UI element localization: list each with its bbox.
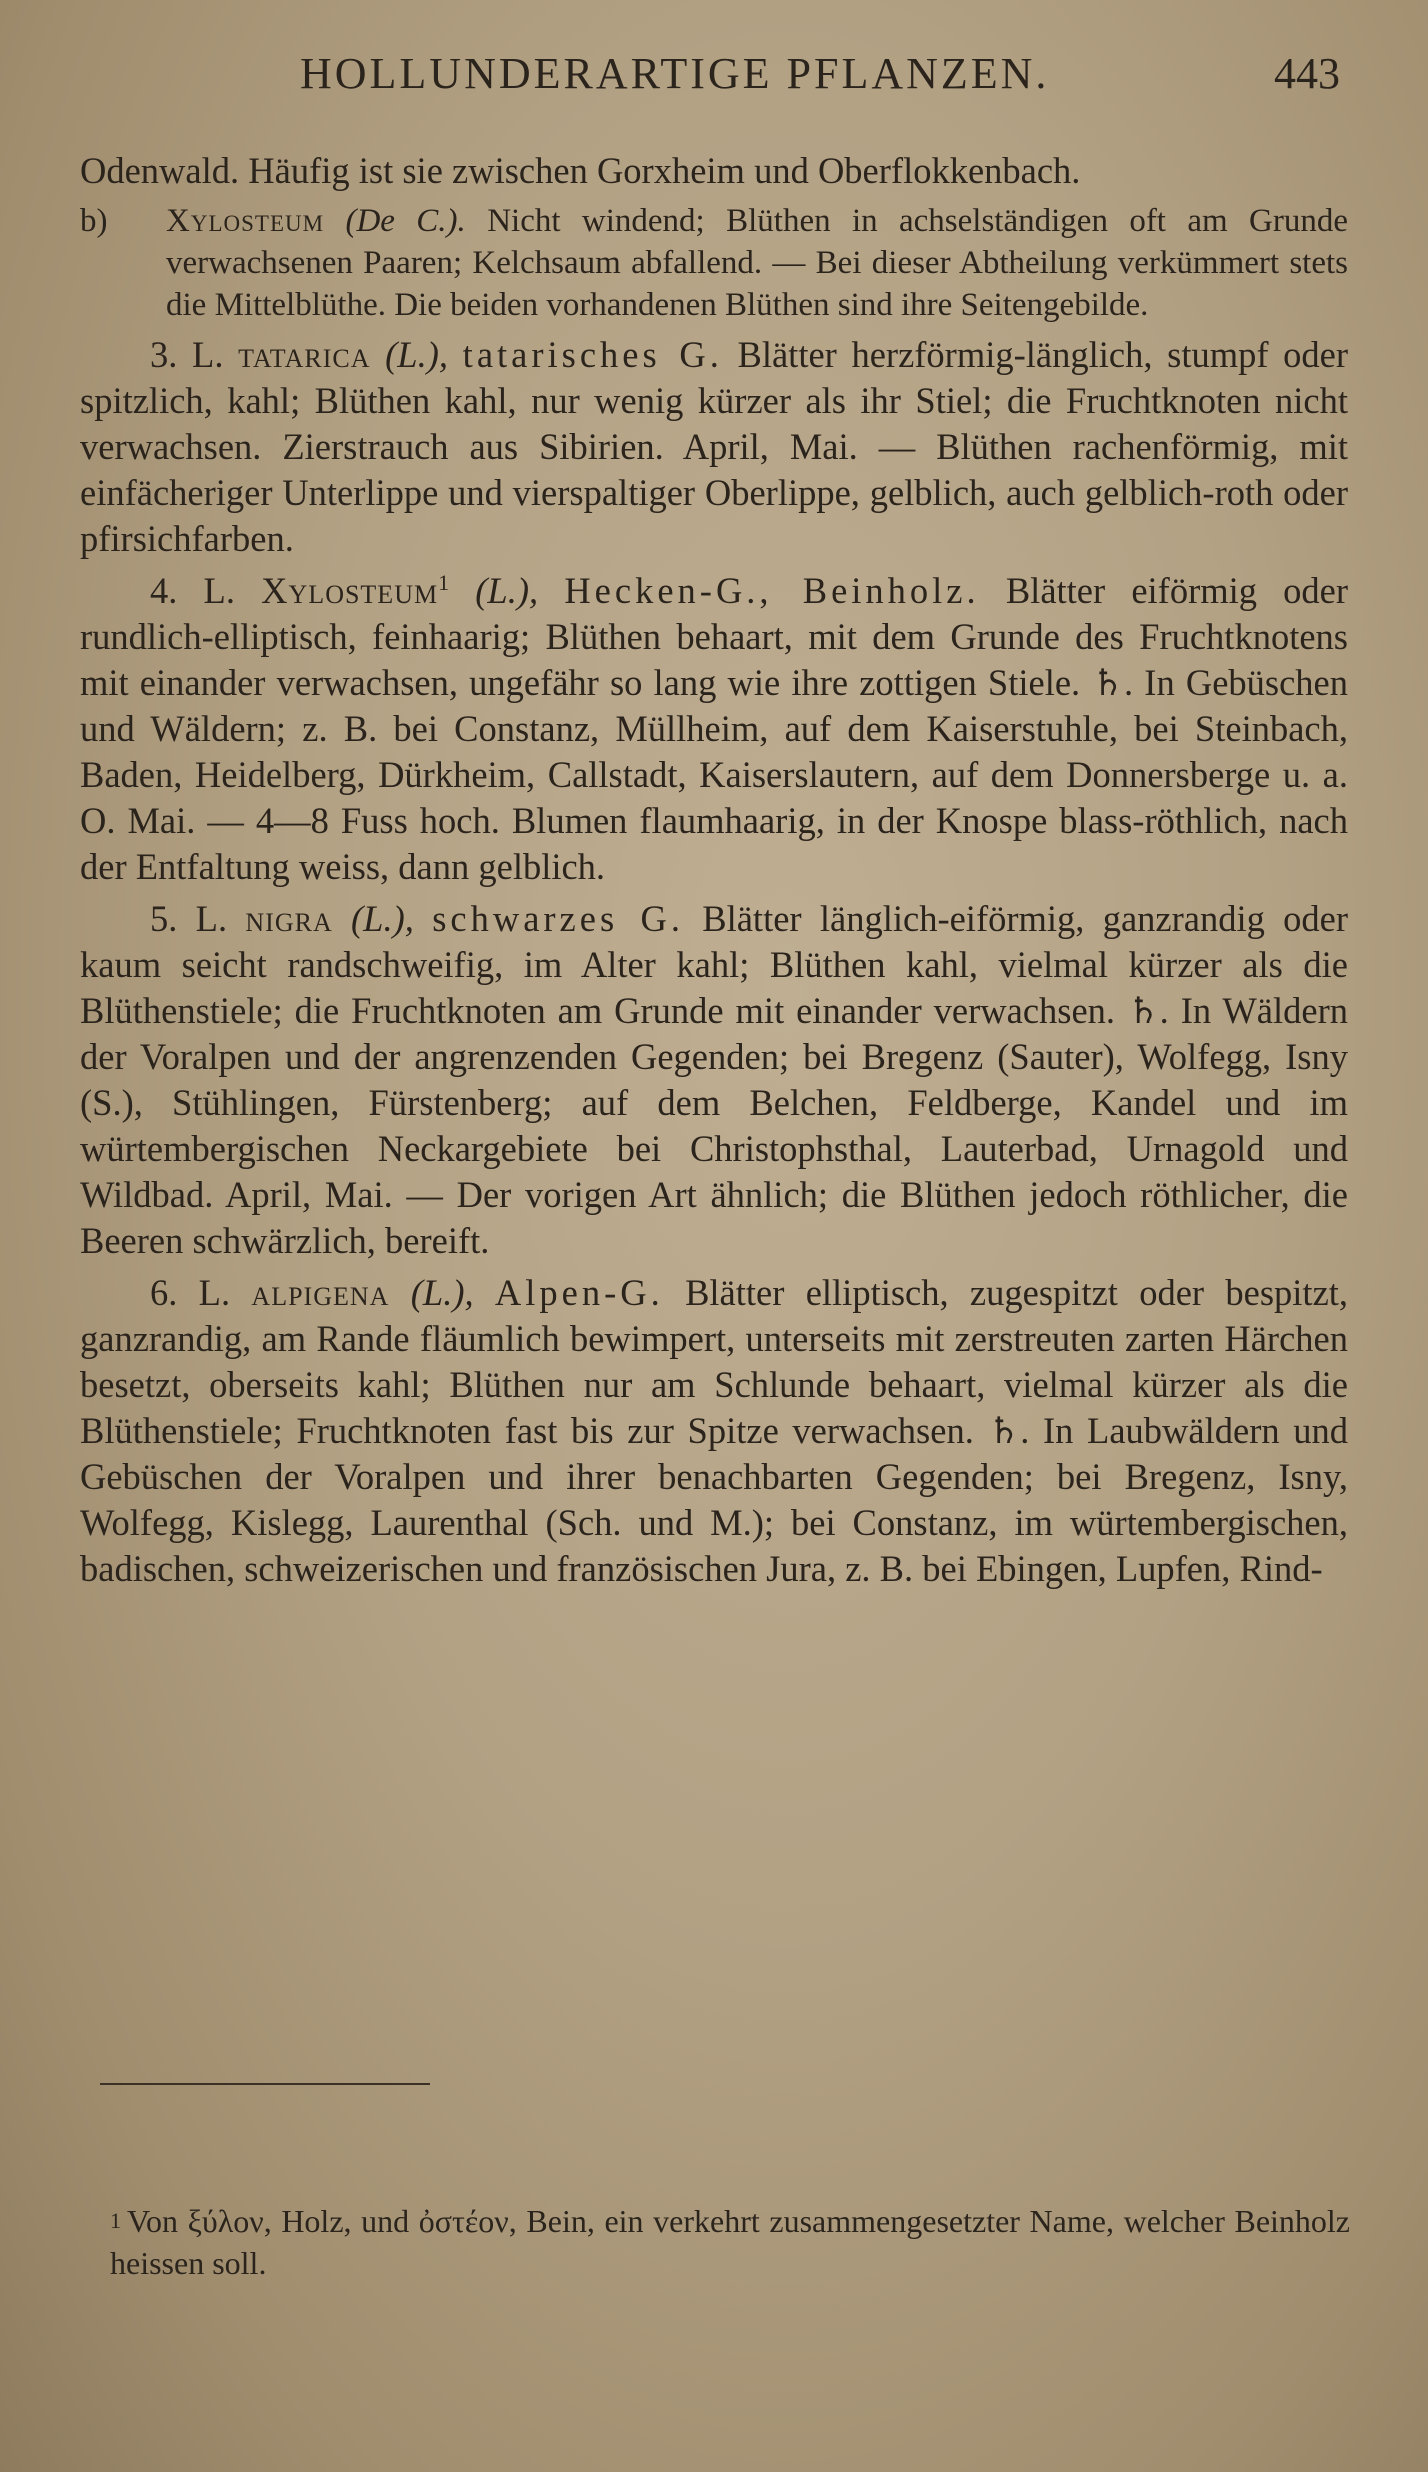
species-common-name: tatarisches G. <box>462 334 723 375</box>
species-entry-5 <box>80 896 1348 1264</box>
running-title: HOLLUNDERARTIGE PFLANZEN. <box>300 49 1050 98</box>
footnote-divider <box>100 2083 430 2085</box>
species-author: (L.), <box>475 570 539 611</box>
species-author: (L.), <box>385 334 449 375</box>
species-number: 6. L. <box>150 1272 231 1313</box>
species-entry-3 <box>80 332 1348 562</box>
species-number: 3. L. <box>150 334 224 375</box>
footnote-reference: 1 <box>438 569 450 595</box>
subsection-label: b) <box>80 203 108 239</box>
page-body <box>80 148 1348 1592</box>
page-number: 443 <box>1274 49 1340 98</box>
species-latin-name: alpigena <box>251 1272 390 1313</box>
species-latin-name: nigra <box>245 898 333 939</box>
page-header <box>260 48 1340 104</box>
species-entry-4 <box>80 568 1348 890</box>
species-author: (L.), <box>351 898 414 939</box>
species-common-name: schwarzes G. <box>432 898 684 939</box>
subsection-author: (De C.). <box>345 203 466 239</box>
species-description: Blätter elliptisch, zugespitzt oder bespitzt, ganzrandig, am Rande fläumlich bewimpert, unterseits mit zerstreuten zarten Härchen besetzt, oberseits kahl; Blüthen nur am Schlunde behaart, vielmal kürzer als die Blüthenstiele; Fruchtknoten fast bis zur Spitze verwachsen. ♄. In Laubwäldern und Gebüschen der Voralpen und ihrer benachbarten Gegenden; bei Bregenz, Isny, Wolfegg, Kislegg, Laurenthal (Sch. und M.); bei Constanz, im würtembergischen, badischen, schweizerischen und französischen Jura, z. B. bei Ebingen, Lupfen, Rind- <box>80 1272 1349 1589</box>
footnote <box>110 2200 1350 2284</box>
species-number: 4. L. <box>150 570 235 611</box>
species-entry-6 <box>80 1270 1348 1592</box>
species-number: 5. L. <box>150 898 228 939</box>
species-latin-name: Xylosteum <box>261 570 439 611</box>
species-latin-name: tatarica <box>238 334 371 375</box>
species-description: Blätter länglich-eiförmig, ganzrandig oder kaum seicht randschweifig, im Alter kahl; Blüthen kahl, vielmal kürzer als die Blüthenstiele; die Fruchtknoten am Grunde mit einander verwachsen. ♄. In Wäldern der Voralpen und der angrenzenden Gegenden; bei Bregenz (Sauter), Wolfegg, Isny (S.), Stühlingen, Fürstenberg; auf dem Belchen, Feldberge, Kandel und im würtembergischen Neckargebiete bei Christophsthal, Lauterbad, Urnagold und Wildbad. April, Mai. — Der vorigen Art ähnlich; die Blüthen jedoch röthlicher, die Beeren schwärzlich, bereift. <box>80 898 1348 1261</box>
subsection-name: Xylosteum <box>166 203 325 239</box>
species-description: Blätter herzförmig-länglich, stumpf oder spitzlich, kahl; Blüthen kahl, nur wenig kürzer als ihr Stiel; die Fruchtknoten nicht verwachsen. Zierstrauch aus Sibirien. April, Mai. — Blüthen rachenförmig, mit einfächeriger Unterlippe und vierspaltiger Oberlippe, gelblich, auch gelblich-roth oder pfirsichfarben. <box>80 334 1349 559</box>
species-common-name: Alpen-G. <box>494 1272 664 1313</box>
intro-paragraph: Odenwald. Häufig ist sie zwischen Gorxheim und Oberflokkenbach. <box>80 150 1081 191</box>
species-author: (L.), <box>410 1272 474 1313</box>
species-common-name: Hecken-G., Beinholz. <box>564 570 980 611</box>
subsection-text: Nicht windend; Blüthen in achselständigen oft am Grunde verwachsenen Paaren; Kelchsaum abfallend. — Bei dieser Abtheilung verkümmert stets die Mittelblüthe. Die beiden vorhandenen Blüthen sind ihre Seitengebilde. <box>166 203 1349 323</box>
footnote-marker: 1 <box>110 2208 121 2233</box>
footnote-text: Von ξύλον, Holz, und ὀστέον, Bein, ein verkehrt zusammengesetzter Name, welcher Beinholz heissen soll. <box>110 2203 1350 2281</box>
subsection-b <box>80 200 1348 326</box>
species-description: Blätter eiförmig oder rundlich-elliptisch, feinhaarig; Blüthen behaart, mit dem Grunde des Fruchtknotens mit einander verwachsen, ungefähr so lang wie ihre zottigen Stiele. ♄. In Gebüschen und Wäldern; z. B. bei Constanz, Müllheim, auf dem Kaiserstuhle, bei Steinbach, Baden, Heidelberg, Dürkheim, Callstadt, Kaiserslautern, auf dem Donnersberge u. a. O. Mai. — 4—8 Fuss hoch. Blumen flaumhaarig, in der Knospe blass-röthlich, nach der Entfaltung weiss, dann gelblich. <box>80 570 1349 887</box>
